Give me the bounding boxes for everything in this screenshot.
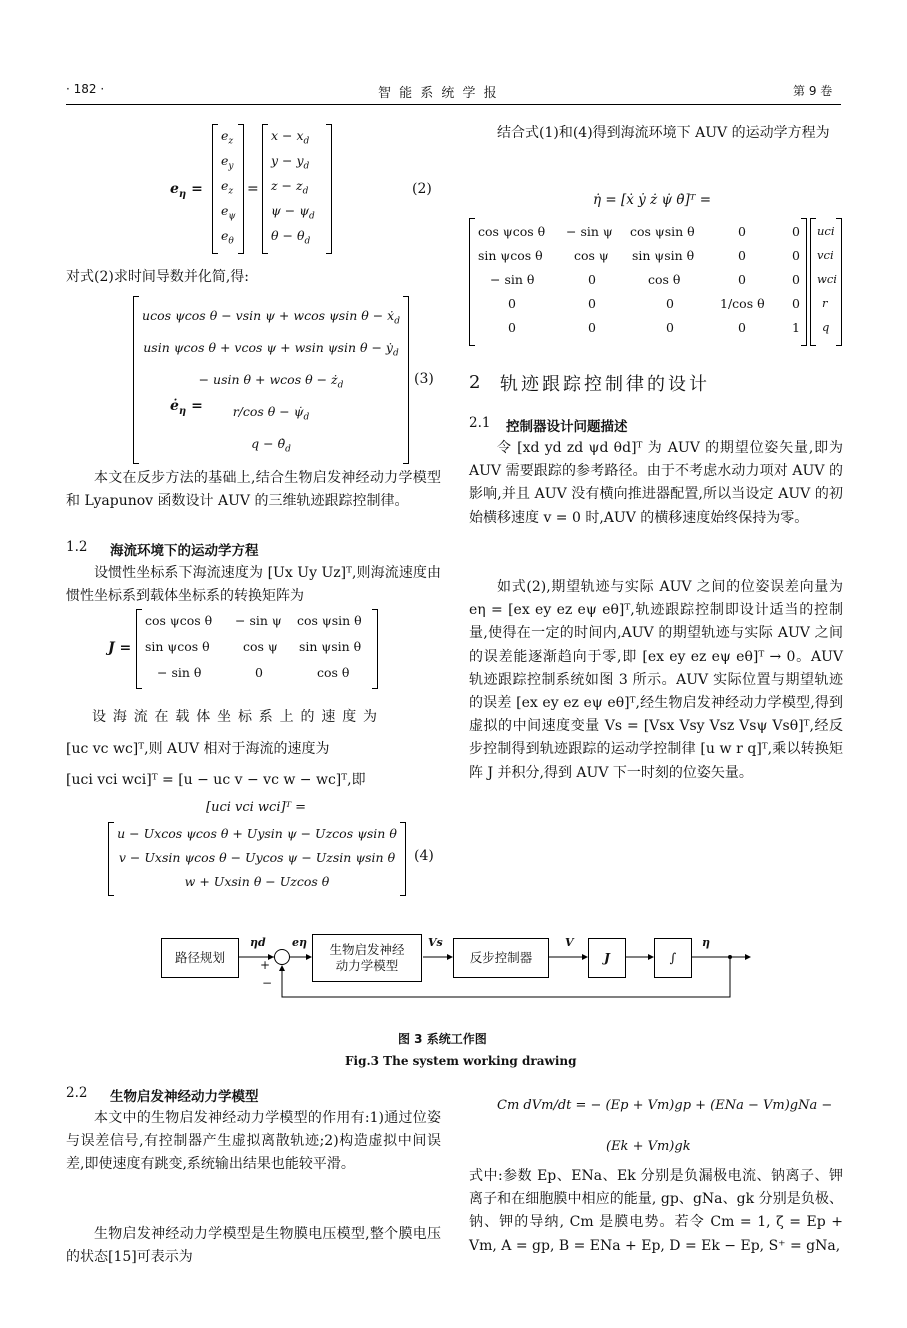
kin-r4c3: 0	[666, 296, 674, 311]
J-r1c3: cos ψsin θ	[297, 613, 362, 628]
eq4-number: (4)	[414, 848, 434, 864]
sign-plus: +	[260, 958, 271, 972]
journal-title: 智 能 系 统 学 报	[378, 86, 499, 101]
J-r3c3: cos θ	[317, 665, 350, 680]
kin-r1c4: 0	[738, 224, 746, 239]
eq2-c2-r3: $z - z_d$	[271, 178, 309, 197]
signal-eta-d: ηd	[250, 936, 266, 949]
eq4-row3: w + Uxsin θ − Uzcos θ	[184, 874, 330, 889]
deriv-intro: 对式(2)求时间导数并化简,得:	[66, 269, 249, 285]
kin-r1c1: cos ψcos θ	[478, 224, 546, 239]
eq3-row5: $q - \thetȧ_d$	[251, 436, 291, 455]
eq3-row2: usin ψcos θ + vcos ψ + wsin ψsin θ − ẏ$_d$	[143, 340, 399, 359]
para-current-velocity: 设惯性坐标系下海流速度为 [Ux Uy Uz]ᵀ,则海流速度由惯性坐标系到载体坐标系的转换矩阵为	[66, 565, 441, 605]
sec2-title: 轨迹跟踪控制律的设计	[500, 374, 710, 395]
signal-vs: Vs	[428, 936, 443, 949]
kin-r5c2: 0	[588, 320, 596, 335]
kin-r2c3: sin ψsin θ	[632, 248, 695, 263]
box-neuro-model	[312, 934, 422, 982]
para-tracking-error: 如式(2),期望轨迹与实际 AUV 之间的位姿误差向量为 eη = [ex ey ez eψ eθ]ᵀ,轨迹跟踪控制即设计适当的控制量,使得在一定的时间内,AUV 的期望轨迹与实际 AUV 之间的误差能逐渐趋向于零,即 [ex ey ez eψ eθ]ᵀ → 0。AUV 轨迹跟踪控制系统如图 3 所示。AUV 实际位置与期望轨迹的误差 [ex ey ez eψ eθ]ᵀ,经生物启发神经动力学模型,得到虚拟的中间速度变量 Vs = [Vsx Vsy Vsz Vsψ Vsθ]ᵀ,经反步控制得到轨迹跟踪的运动学控制律 [u w r q]ᵀ,乘以转换矩阵 J 并积分,得到 AUV 下一时刻的位姿矢量。	[469, 579, 843, 781]
para-neuro-role: 本文中的生物启发神经动力学模型的作用有:1)通过位姿与误差信号,有控制器产生虚拟离散轨迹;2)构造虚拟中间误差,即使速度有跳变,系统输出结果也能较平滑。	[66, 1110, 441, 1173]
eq2-c2-r2: $y - y_d$	[271, 153, 310, 172]
para-membrane-model: 生物启发神经动力学模型是生物膜电压模型,整个膜电压的状态[15]可表示为	[66, 1226, 441, 1266]
eq2-matrix-diff	[262, 124, 332, 254]
arrow-feedback	[279, 965, 285, 971]
para-carrier-velocity-a: 设 海 流 在 载 体 坐 标 系 上 的 速 度 为	[92, 709, 379, 725]
para-carrier-velocity-c: [uci vci wci]ᵀ = [u − uc v − vc w − wc]ᵀ,即	[66, 772, 366, 788]
eq2-c2-r4: $\psi - \psi_d$	[271, 203, 315, 222]
page-number: · 182 ·	[66, 82, 105, 96]
kin-r5c5: 1	[792, 320, 800, 335]
eta-dot-eq: η̇ = [ẋ ẏ ż ψ̇ θ̇]ᵀ =	[593, 192, 712, 208]
eq3-number: (3)	[414, 371, 434, 387]
kin-r3c1: − sin θ	[490, 272, 535, 287]
sec21-title: 控制器设计问题描述	[506, 419, 628, 435]
kin-vec-4: r	[822, 296, 828, 310]
J-matrix	[136, 609, 378, 689]
J-r3c2: 0	[255, 665, 263, 680]
eq2-c1-r2: $e_y$	[221, 153, 234, 172]
arrow-output	[745, 954, 751, 960]
box-J: J	[588, 938, 626, 978]
kin-r3c5: 0	[792, 272, 800, 287]
figure-caption-cn: 图 3 系统工作图	[398, 1032, 487, 1046]
kin-r4c5: 0	[792, 296, 800, 311]
kin-r1c3: cos ψsin θ	[630, 224, 695, 239]
J-r1c1: cos ψcos θ	[145, 613, 213, 628]
kin-r1c2: − sin ψ	[566, 224, 613, 239]
eq4-matrix	[108, 822, 406, 896]
kin-r5c3: 0	[666, 320, 674, 335]
J-r2c3: sin ψsin θ	[299, 639, 362, 654]
sign-minus: −	[262, 976, 273, 990]
kin-vec-2: vci	[817, 248, 834, 262]
eq2-equals: =	[247, 181, 259, 197]
volume-label: 第 9 卷	[793, 84, 833, 98]
sec12-title: 海流环境下的运动学方程	[110, 543, 259, 559]
kinematic-matrix	[469, 218, 807, 346]
sec22-number: 2.2	[66, 1085, 88, 1101]
eq2-c2-r1: $x - x_d$	[271, 128, 310, 147]
kin-r2c1: sin ψcos θ	[478, 248, 543, 263]
kin-r5c1: 0	[508, 320, 516, 335]
eq3-lhs: $ė_\eta$ =	[170, 398, 203, 417]
kin-r4c1: 0	[508, 296, 516, 311]
eq3-row4: r/cos $\theta - \psi̇_d$	[232, 404, 310, 423]
box-neuro-line2: 动力学模型	[335, 958, 399, 973]
sec2-number: 2	[469, 372, 481, 393]
membrane-eq-line2: (Ek + Vm)gk	[606, 1139, 691, 1154]
figure-caption-en: Fig.3 The system working drawing	[345, 1054, 577, 1068]
box-path-planning: 路径规划	[161, 938, 239, 978]
kin-r2c5: 0	[792, 248, 800, 263]
eq2-c2-r5: $\theta - \theta_d$	[271, 228, 311, 247]
eq3-matrix	[133, 296, 409, 464]
J-label: J =	[108, 640, 132, 656]
kin-vec-5: q	[822, 320, 830, 334]
header-rule	[66, 104, 841, 105]
kin-r4c4: 1/cos θ	[720, 296, 765, 311]
kin-r4c2: 0	[588, 296, 596, 311]
para-carrier-velocity-b: [uc vc wc]ᵀ,则 AUV 相对于海流的速度为	[66, 741, 330, 757]
J-r1c2: − sin ψ	[235, 613, 282, 628]
membrane-eq-line1: Cm dVm/dt = − (Ep + Vm)gp + (ENa − Vm)gNa −	[497, 1098, 833, 1113]
box-neuro-line1: 生物启发神经	[329, 942, 405, 957]
para-kinematics-intro: 结合式(1)和(4)得到海流环境下 AUV 的运动学方程为	[497, 125, 830, 141]
eq2-c1-r5: $e_\theta$	[221, 228, 234, 247]
kinematic-vector	[810, 218, 842, 346]
eq2-lhs: $e_\eta$ =	[170, 181, 203, 200]
para-reference-path: 令 [xd yd zd ψd θd]ᵀ 为 AUV 的期望位姿矢量,即为 AUV 需要跟踪的参考路径。由于不考虑水动力项对 AUV 的影响,并且 AUV 没有横向推进器配置,所以当设定 AUV 的初始横移速度 v = 0 时,AUV 的横移速度始终保持为零。	[469, 440, 843, 526]
para-backstepping: 本文在反步方法的基础上,结合生物启发神经动力学模型和 Lyapunov 函数设计 AUV 的三维轨迹跟踪控制律。	[66, 470, 441, 510]
signal-eta: η	[702, 936, 710, 949]
sec22-title: 生物启发神经动力学模型	[110, 1089, 259, 1105]
J-r2c1: sin ψcos θ	[145, 639, 210, 654]
eq2-matrix-error	[212, 124, 244, 254]
box-integrator: ∫	[654, 938, 692, 978]
eq2-number: (2)	[412, 181, 432, 197]
eq2-c1-r3: $e_z$	[221, 178, 234, 197]
eq3-row3: − usin θ + wcos $\theta - ż_d$	[198, 372, 344, 391]
kin-r3c2: 0	[588, 272, 596, 287]
summing-junction	[275, 950, 290, 965]
eq4-row1: u − Uxcos ψcos θ + Uysin ψ − Uzcos ψsin θ	[117, 826, 397, 841]
J-r3c1: − sin θ	[157, 665, 202, 680]
eq2-c1-r4: $e_\psi$	[221, 203, 236, 222]
kin-r3c4: 0	[738, 272, 746, 287]
para-membrane-params: 式中:参数 Ep、ENa、Ek 分别是负漏极电流、钠离子、钾离子和在细胞膜中相应的能量, gp、gNa、gk 分别是负极、钠、钾的导纳, Cm 是膜电势。若令 Cm = 1, ζ = Ep + Vm, A = gp, B = ENa + Ep, D = Ek − Ep, S⁺ = gNa,	[469, 1168, 843, 1254]
sec12-number: 1.2	[66, 539, 88, 555]
J-r2c2: cos ψ	[243, 639, 278, 654]
eq3-row1: ucos ψcos θ − vsin ψ + wcos ψsin θ − ẋ$_d$	[142, 308, 400, 327]
eq2-c1-r1: $e_z$	[221, 128, 234, 147]
signal-e-eta: eη	[292, 936, 307, 949]
kin-r5c4: 0	[738, 320, 746, 335]
kin-r2c2: cos ψ	[574, 248, 609, 263]
kin-vec-1: uci	[817, 224, 835, 238]
kin-r2c4: 0	[738, 248, 746, 263]
box-backstepping: 反步控制器	[453, 938, 549, 978]
sec21-number: 2.1	[469, 415, 491, 431]
signal-v: V	[565, 936, 574, 949]
kin-vec-3: wci	[817, 272, 837, 286]
kin-r3c3: cos θ	[648, 272, 681, 287]
kin-r1c5: 0	[792, 224, 800, 239]
eq4-row2: v − Uxsin ψcos θ − Uycos ψ − Uzsin ψsin θ	[118, 850, 396, 865]
eq4-lhs: [uci vci wci]ᵀ =	[206, 800, 307, 815]
